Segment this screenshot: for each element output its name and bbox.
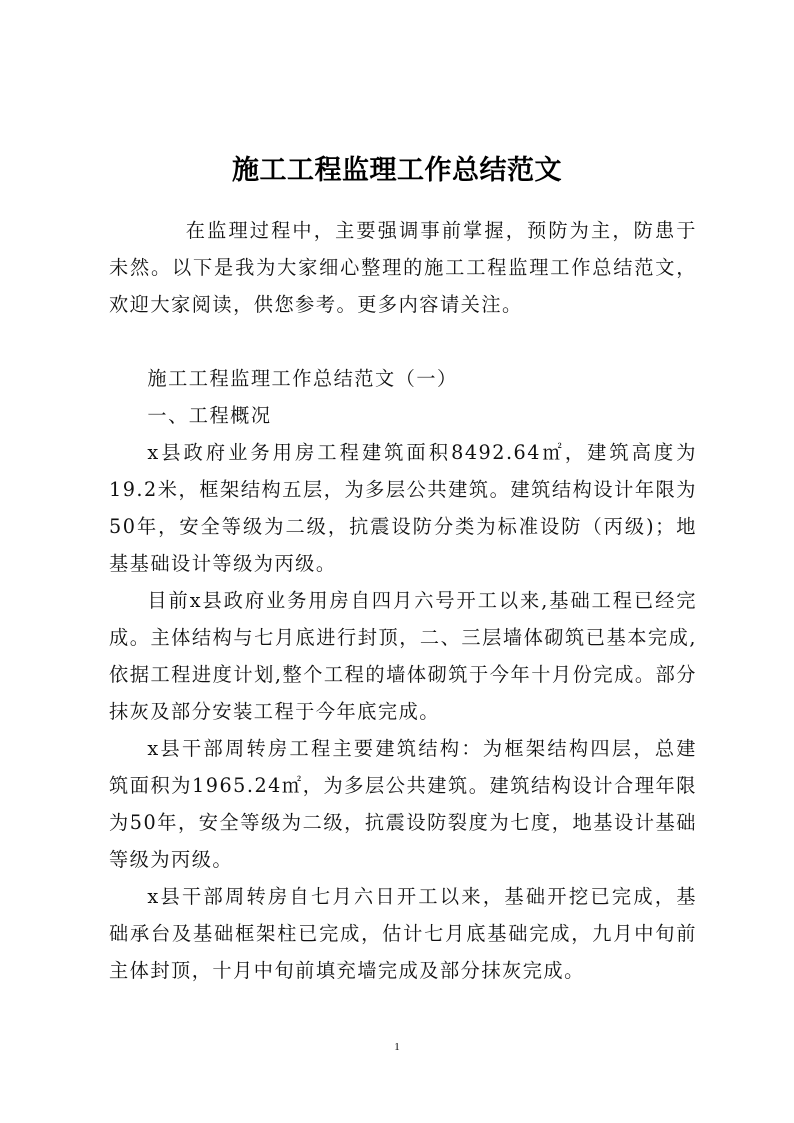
subheading: 一、工程概况 xyxy=(147,404,272,427)
blank-line xyxy=(109,323,697,360)
intro-paragraph: 在监理过程中，主要强调事前掌握，预防为主，防患于未然。以下是我为大家细心整理的施工工程监理工作总结范文，欢迎大家阅读，供您参考。更多内容请关注。 xyxy=(109,219,697,316)
page-number: 1 xyxy=(394,1041,400,1053)
body-paragraph-2: 目前x县政府业务用房自四月六号开工以来,基础工程已经完成。主体结构与七月底进行封顶，二、三层墙体砌筑已基本完成,依据工程进度计划,整个工程的墙体砌筑于今年十月份完成。部分抹灰及部分安装工程于今年底完成。 xyxy=(109,589,697,723)
body-paragraph-1: x县政府业务用房工程建筑面积8492.64㎡，建筑高度为19.2米，框架结构五层，为多层公共建筑。建筑结构设计年限为50年，安全等级为二级，抗震设防分类为标准设防（丙级)；地基基础设计等级为丙级。 xyxy=(109,441,697,575)
document-title: 施工工程监理工作总结范文 xyxy=(232,155,562,186)
section-heading: 施工工程监理工作总结范文（一） xyxy=(147,367,458,390)
document-body xyxy=(109,212,697,989)
body-paragraph-4: x县干部周转房自七月六日开工以来，基础开挖已完成，基础承台及基础框架柱已完成，估计七月底基础完成，九月中旬前主体封顶，十月中旬前填充墙完成及部分抹灰完成。 xyxy=(109,885,697,982)
body-paragraph-3: x县干部周转房工程主要建筑结构：为框架结构四层，总建筑面积为1965.24㎡，为多层公共建筑。建筑结构设计合理年限为50年，安全等级为二级，抗震设防裂度为七度，地基设计基础等级为丙级。 xyxy=(109,737,697,871)
